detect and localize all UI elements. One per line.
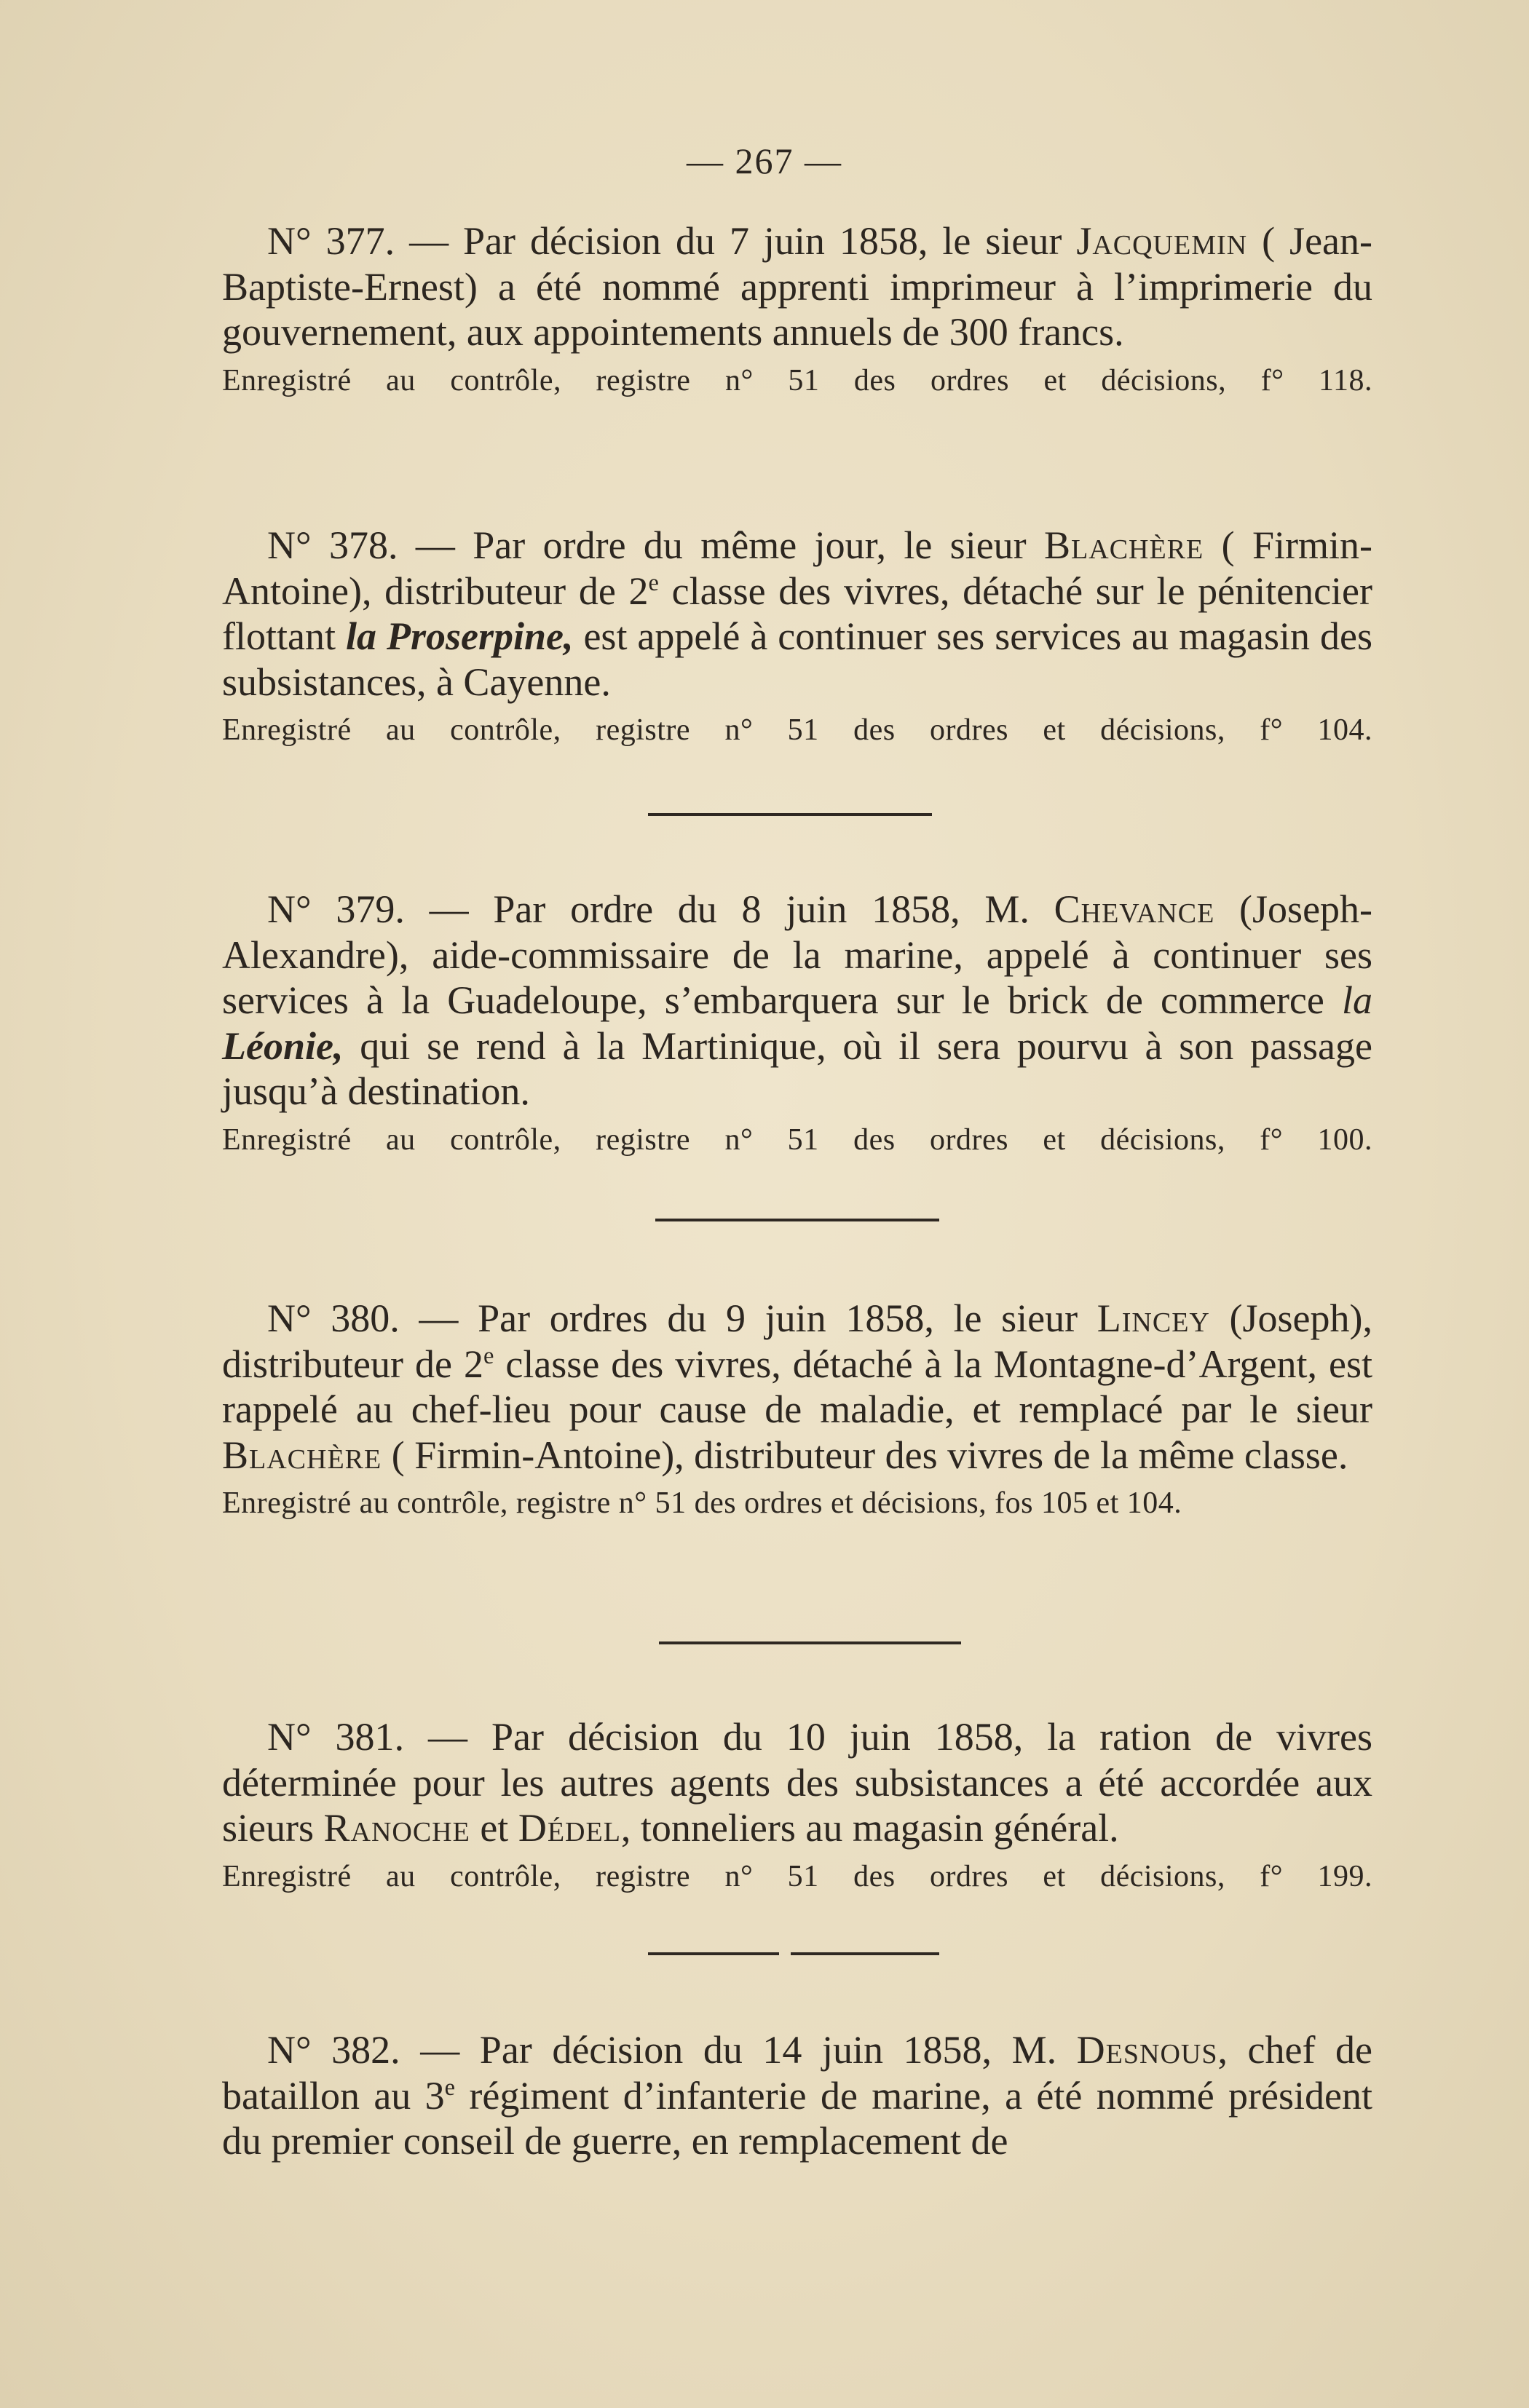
entry-number: N° 380 [267,1296,390,1340]
entry-382 [222,2027,1372,2164]
entry-text: N° 381. — Par décision du 10 juin 1858, la ration de vivres déterminée pour les autres agents des subsistances a été accordée aux sieurs Ranoche et Dédel, tonneliers au magasin général. [222,1715,1373,1850]
entry-text: N° 378. — Par ordre du même jour, le sieur Blachère ( Firmin-Antoine), distributeur de 2e classe des vivres, détaché sur le pénitencier flottant la Proserpine, est appelé à continuer ses services au magasin des subsistances, à Cayenne. [222,523,1373,704]
person-name: Blachère [222,1433,382,1477]
registry-note: Enregistré au contrôle, registre n° 51 des ordres et décisions, f° 118. [222,363,1372,397]
registry-note: Enregistré au contrôle, registre n° 51 des ordres et décisions, f° 100. [222,1122,1372,1157]
ship-article: la [1341,978,1372,1022]
entry-number: N° 382 [267,2028,391,2072]
registry-note: Enregistré au contrôle, registre n° 51 des ordres et décisions, f° 199. [222,1859,1372,1893]
section-divider [659,1641,961,1644]
entry-number: N° 381 [267,1715,395,1759]
entry-380 [222,1296,1372,1520]
registry-note: Enregistré au contrôle, registre n° 51 des ordres et décisions, fos 105 et 104. [222,1486,1182,1520]
person-name: Lincey [1097,1296,1210,1340]
entry-number: N° 378 [267,523,388,567]
entry-text: N° 380. — Par ordres du 9 juin 1858, le sieur Lincey (Joseph), distributeur de 2e classe des vivres, détaché à la Montagne-d’Argent, est rappelé au chef-lieu pour cause de maladie, et remplacé par le sieur Blachère ( Firmin-Antoine), distributeur des vivres de la même classe. [222,1296,1373,1477]
person-name: Blachère [1044,523,1204,567]
person-name: Dédel [518,1806,621,1850]
section-divider [648,813,932,816]
section-divider [655,1219,939,1221]
ship-name: la Proserpine, [345,614,574,658]
entry-number: N° 379 [267,887,395,931]
person-name: Jacquemin [1076,219,1248,263]
entry-381 [222,1714,1372,1893]
entry-number: N° 377 [267,219,385,263]
person-name: Ranoche [323,1806,470,1850]
entry-377 [222,218,1372,397]
person-name: Desnous [1076,2028,1218,2072]
section-divider [648,1952,939,1955]
page-number: — 267 — [687,140,842,181]
entry-text: N° 379. — Par ordre du 8 juin 1858, M. Chevance (Joseph-Alexandre), aide-commissaire de la marine, appelé à continuer ses services à la Guadeloupe, s’embarquera sur le brick de commerce la Léonie, qui se rend à la Martinique, où il sera pourvu à son passage jusqu’à destination. [222,887,1373,1113]
person-name: Chevance [1054,887,1215,931]
entry-text: N° 377. — Par décision du 7 juin 1858, le sieur Jacquemin ( Jean-Baptiste-Ernest) a été nommé apprenti imprimeur à l’imprimerie du gouvernement, aux appointements annuels de 300 francs. [222,219,1372,354]
entry-text: N° 382. — Par décision du 14 juin 1858, M. Desnous, chef de bataillon au 3e régiment d’infanterie de marine, a été nommé président du premier conseil de guerre, en remplacement de [222,2028,1372,2163]
registry-note: Enregistré au contrôle, registre n° 51 des ordres et décisions, f° 104. [222,713,1372,747]
ship-name: Léonie, [222,1023,344,1068]
entry-379 [222,887,1372,1157]
entry-378 [222,523,1372,747]
